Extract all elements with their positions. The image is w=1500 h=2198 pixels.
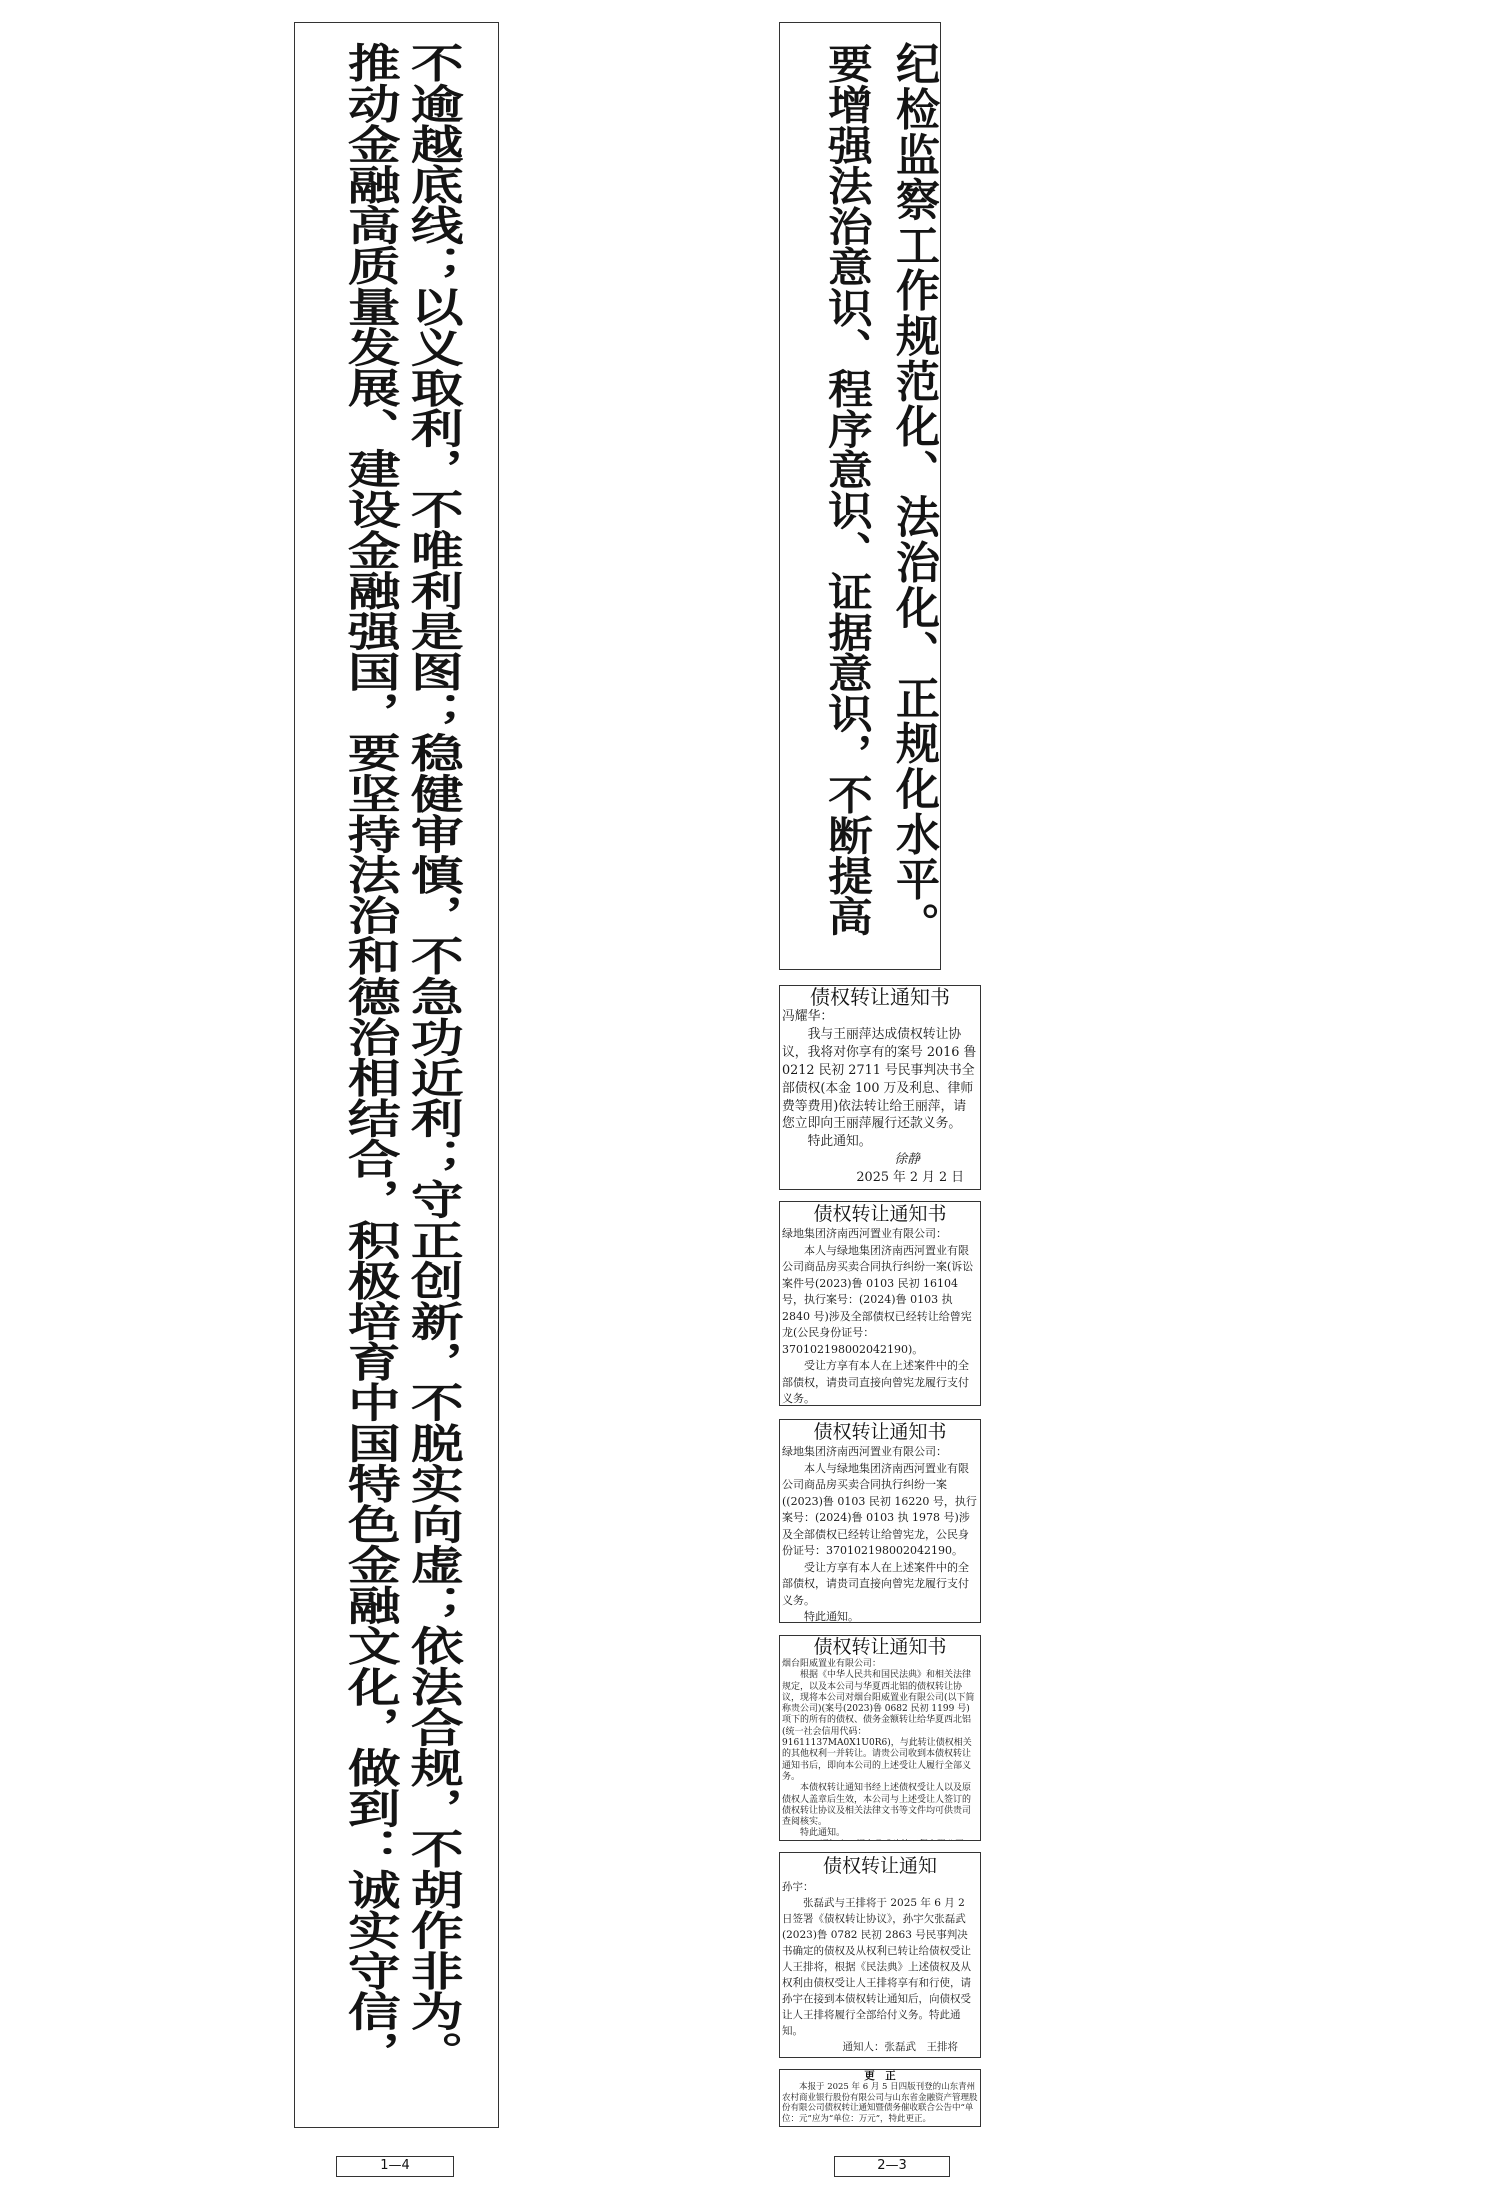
notice-salutation: 孙宇： — [782, 1881, 814, 1893]
notice-paragraph: 受让方享有本人在上述案件中的全部债权，请贵司直接向曾宪龙履行支付义务。 — [782, 1560, 969, 1607]
notice-title: 债权转让通知书 — [810, 985, 950, 1009]
page-number-left: 1—4 — [336, 2156, 454, 2177]
left-page-commentary-panel — [294, 22, 499, 2128]
debt-transfer-notice-2 — [779, 1201, 981, 1406]
correction-title: 更 正 — [864, 2070, 896, 2082]
notice-paragraph: 张磊武与王排将于 2025 年 6 月 2 日签署《债权转让协议》，孙宇欠张磊武(2023)鲁 0782 民初 2863 号民事判决书确定的债权及从权利已转让给债权受让人王排将，根据《民法典》上述债权及从权利由债权受让人王排将享有和行使，请孙宇在接到本债权转让通知后，向债权受让人王排将履行全部给付义务。特此通知。 — [782, 1897, 971, 2037]
notice-title: 债权转让通知书 — [813, 1203, 947, 1225]
notice-salutation: 绿地集团济南西河置业有限公司： — [782, 1227, 947, 1240]
notice-signature: 徐静 — [894, 1152, 920, 1168]
correction-notice — [779, 2069, 981, 2127]
notice-title: 债权转让通知 — [822, 1855, 937, 1877]
notice-salutation: 烟台阳威置业有限公司： — [782, 1659, 882, 1669]
page-number-right: 2—3 — [834, 2156, 950, 2177]
debt-transfer-notice-3 — [779, 1419, 981, 1623]
correction-body: 本报于 2025 年 6 月 5 日四版刊登的山东青州农村商业银行股份有限公司与山东省金融资产管理股份有限公司债权转让通知暨债务催收联合公告中“单位：元”应为“单位：万元”，特此更正。 — [782, 2082, 978, 2124]
notice-closing: 特此通知。 — [800, 1828, 846, 1839]
notice-closing: 特此通知。 — [804, 1610, 859, 1623]
headline-column-1: 要增强法治意识、程序意识、证据意识，不断提高 — [820, 43, 874, 936]
debt-transfer-notice-5 — [779, 1852, 981, 2058]
notice-signature — [782, 1840, 978, 1841]
notice-signature: 通知人：张磊武 王排将 — [842, 2041, 958, 2053]
notice-date: 2025 年 2 月 2 日 — [856, 1170, 964, 1186]
debt-transfer-notice-4 — [779, 1635, 981, 1841]
notice-closing: 特此通知。 — [807, 1134, 872, 1150]
notice-salutation: 绿地集团济南西河置业有限公司： — [782, 1445, 947, 1458]
notice-paragraph: 本债权转让通知书经上述债权受让人以及原债权人盖章后生效，本公司与上述受让人签订的债权转让协议及相关法律文书等文件均可供贵司查阅核实。 — [782, 1783, 972, 1828]
notice-date — [782, 2055, 978, 2058]
commentary-column-2: 不逾越底线；以义取利，不唯利是图；稳健审慎，不急功近利；守正创新，不脱实向虚；依法合规，不胡作非为。 — [401, 42, 464, 2072]
notice-title: 债权转让通知书 — [813, 1636, 947, 1658]
notice-paragraph: 本人与绿地集团济南西河置业有限公司商品房买卖合同执行纠纷一案((2023)鲁 0103 民初 16220 号，执行案号：(2024)鲁 0103 执 1978 号)涉及全部债权已经转让给曾宪龙，公民身份证号：370102198002042190。 — [782, 1461, 977, 1557]
commentary-column-1: 推动金融高质量发展、建设金融强国，要坚持法治和德治相结合，积极培育中国特色金融文化，做到：诚实守信， — [338, 42, 401, 2072]
headline-column-2: 纪检监察工作规范化、法治化、正规化水平。 — [888, 41, 939, 947]
notice-title: 债权转让通知书 — [813, 1421, 947, 1443]
right-page-headline-panel — [779, 22, 941, 970]
notice-paragraph: 本人与绿地集团济南西河置业有限公司商品房买卖合同执行纠纷一案(诉讼案件号(2023)鲁 0103 民初 16104 号，执行案号：(2024)鲁 0103 执 2840 号)涉及全部债权已经转让给曾宪龙(公民身份证号：370102198002042190)。 — [782, 1243, 974, 1356]
notice-paragraph: 我与王丽萍达成债权转让协议，我将对你享有的案号 2016 鲁 0212 民初 2711 号民事判决书全部债权(本金 100 万及利息、律师费等费用)依法转让给王丽萍，请您立即向王丽萍履行还款义务。 — [782, 1026, 977, 1132]
notice-salutation: 冯耀华： — [782, 1009, 834, 1024]
debt-transfer-notice-1 — [779, 985, 981, 1190]
notice-paragraph: 根据《中华人民共和国民法典》和相关法律规定，以及本公司与华夏西北铝的债权转让协议，现将本公司对烟台阳威置业有限公司(以下简称贵公司)(案号(2023)鲁 0682 民初 1199 号)项下的所有的债权、债务金额转让给华夏西北铝(统一社会信用代码：91611137MA0X1U0R6)，与此转让债权相关的其他权利一并转让。请贵公司收到本债权转让通知书后，即向本公司的上述受让人履行全部义务。 — [782, 1670, 975, 1782]
notice-paragraph: 受让方享有本人在上述案件中的全部债权，请贵司直接向曾宪龙履行支付义务。 — [782, 1359, 969, 1405]
